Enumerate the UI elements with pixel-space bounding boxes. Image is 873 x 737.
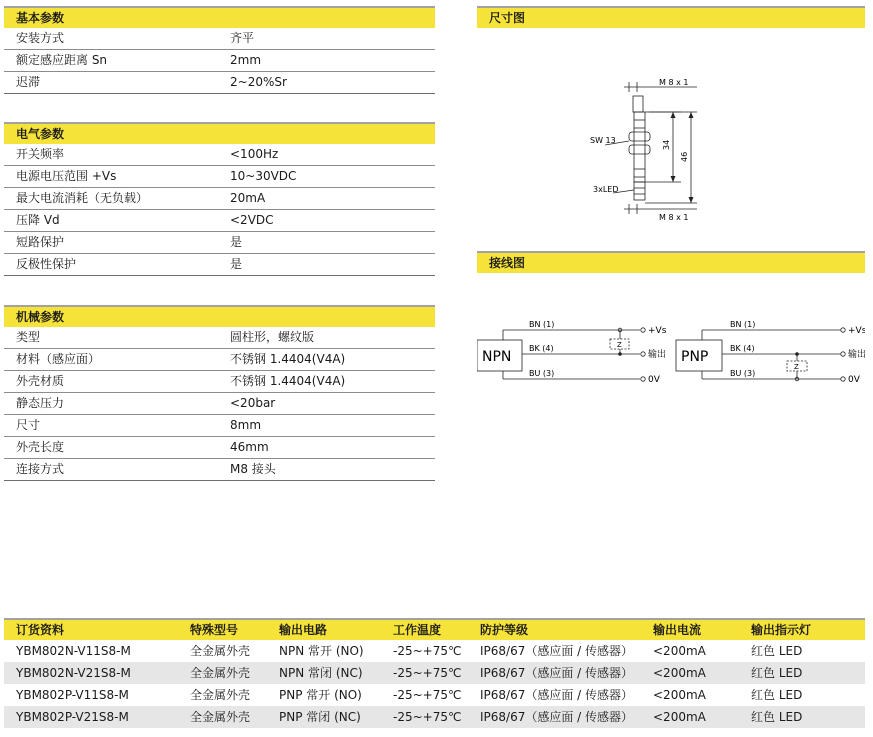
param-row	[4, 166, 435, 188]
param-label: 类型	[16, 330, 41, 344]
table-cell: IP68/67（感应面 / 传感器）	[480, 710, 634, 724]
npn-bu-label: BU (3)	[529, 369, 555, 378]
param-label: 额定感应距离 Sn	[16, 53, 108, 67]
table-cell: 全金属外壳	[190, 710, 251, 724]
param-value: <2VDC	[230, 213, 274, 227]
section-title: 机械参数	[4, 305, 435, 327]
table-cell: 全金属外壳	[190, 688, 251, 702]
param-value: 不锈钢 1.4404(V4A)	[230, 374, 346, 388]
pnp-vs-label: +Vs	[848, 326, 865, 336]
param-row	[4, 459, 435, 481]
table-cell: YBM802P-V11S8-M	[16, 688, 129, 702]
param-value: 8mm	[230, 418, 262, 432]
param-row	[4, 349, 435, 371]
param-row	[4, 232, 435, 254]
column-header: 工作温度	[393, 623, 442, 637]
table-cell: <200mA	[653, 688, 706, 702]
param-row	[4, 393, 435, 415]
param-row	[4, 254, 435, 276]
param-label: 外壳材质	[16, 374, 65, 388]
table-cell: NPN 常闭 (NC)	[279, 666, 363, 680]
dimension-drawing-section	[477, 6, 865, 231]
table-cell: IP68/67（感应面 / 传感器）	[480, 688, 634, 702]
param-label: 迟滞	[16, 75, 41, 89]
npn-0v-label: 0V	[648, 375, 660, 383]
param-label: 安装方式	[16, 31, 65, 45]
table-cell: <200mA	[653, 644, 706, 658]
param-row	[4, 50, 435, 72]
param-value: 不锈钢 1.4404(V4A)	[230, 352, 346, 366]
param-value: 46mm	[230, 440, 269, 454]
param-label: 反极性保护	[16, 257, 77, 271]
basic-params-section	[4, 6, 435, 94]
table-row	[4, 662, 865, 684]
sensor-dimension-drawing	[477, 28, 865, 228]
param-value: 圆柱形，螺纹版	[230, 330, 315, 344]
param-row	[4, 72, 435, 94]
thread-bottom-label: M 8 x 1	[659, 213, 689, 222]
pnp-bn-label: BN (1)	[730, 320, 756, 329]
column-header: 输出电路	[279, 623, 328, 637]
table-cell: IP68/67（感应面 / 传感器）	[480, 644, 634, 658]
section-title: 基本参数	[4, 6, 435, 28]
npn-vs-label: +Vs	[648, 326, 667, 336]
param-label: 材料（感应面）	[16, 352, 101, 366]
npn-bk-label: BK (4)	[529, 344, 554, 353]
table-cell: 全金属外壳	[190, 666, 251, 680]
param-row	[4, 327, 435, 349]
table-row	[4, 684, 865, 706]
table-cell: 红色 LED	[751, 710, 803, 724]
param-value: 是	[230, 257, 243, 271]
table-cell: YBM802N-V11S8-M	[16, 644, 131, 658]
param-label: 连接方式	[16, 462, 65, 476]
param-value: 10~30VDC	[230, 169, 297, 183]
param-row	[4, 188, 435, 210]
param-value: 2mm	[230, 53, 262, 67]
table-cell: IP68/67（感应面 / 传感器）	[480, 666, 634, 680]
table-cell: YBM802P-V21S8-M	[16, 710, 129, 724]
pnp-bu-label: BU (3)	[730, 369, 756, 378]
pnp-bk-label: BK (4)	[730, 344, 755, 353]
table-cell: 红色 LED	[751, 644, 803, 658]
pnp-output-label: 输出	[848, 350, 865, 360]
param-label: 外壳长度	[16, 440, 65, 454]
param-row	[4, 210, 435, 232]
table-row	[4, 706, 865, 728]
param-value: 20mA	[230, 191, 266, 205]
param-row	[4, 28, 435, 50]
param-label: 电源电压范围 +Vs	[16, 169, 117, 183]
param-row	[4, 371, 435, 393]
param-value: M8 接头	[230, 462, 276, 476]
param-row	[4, 144, 435, 166]
section-title: 接线图	[477, 251, 865, 273]
table-cell: YBM802N-V21S8-M	[16, 666, 131, 680]
section-title: 尺寸图	[477, 6, 865, 28]
param-value: <20bar	[230, 396, 276, 410]
npn-label: NPN	[482, 349, 512, 365]
param-label: 尺寸	[16, 418, 41, 432]
column-header: 特殊型号	[190, 623, 239, 637]
param-label: 短路保护	[16, 235, 65, 249]
npn-load-label: Z	[617, 341, 622, 349]
table-cell: 红色 LED	[751, 688, 803, 702]
npn-bn-label: BN (1)	[529, 320, 555, 329]
table-cell: -25~+75℃	[393, 666, 462, 680]
param-label: 最大电流消耗（无负载）	[16, 191, 149, 205]
pnp-label: PNP	[681, 349, 709, 365]
total-length-label: 46	[680, 151, 689, 162]
param-label: 开关频率	[16, 147, 65, 161]
param-label: 静态压力	[16, 396, 65, 410]
pnp-load-label: Z	[794, 363, 799, 371]
table-cell: <200mA	[653, 710, 706, 724]
table-cell: <200mA	[653, 666, 706, 680]
wiring-diagrams	[477, 273, 865, 383]
column-header: 订货资料	[16, 623, 65, 637]
table-cell: 全金属外壳	[190, 644, 251, 658]
param-value: 2~20%Sr	[230, 75, 287, 89]
table-cell: -25~+75℃	[393, 710, 462, 724]
table-cell: -25~+75℃	[393, 644, 462, 658]
npn-output-label: 输出	[648, 350, 667, 360]
ordering-table-header	[4, 618, 865, 640]
section-title: 电气参数	[4, 122, 435, 144]
wrench-size-label: SW 13	[590, 136, 616, 145]
param-label: 压降 Vd	[16, 213, 60, 227]
param-value: <100Hz	[230, 147, 279, 161]
param-row	[4, 415, 435, 437]
param-value: 是	[230, 235, 243, 249]
param-value: 齐平	[230, 31, 255, 45]
pnp-0v-label: 0V	[848, 375, 860, 383]
led-label: 3xLED	[593, 185, 619, 194]
thread-top-label: M 8 x 1	[659, 78, 689, 87]
column-header: 输出电流	[653, 623, 702, 637]
table-row	[4, 640, 865, 662]
ordering-table	[4, 618, 865, 728]
wiring-diagram-section	[477, 251, 865, 386]
table-cell: -25~+75℃	[393, 688, 462, 702]
table-cell: PNP 常闭 (NC)	[279, 710, 361, 724]
electrical-params-section	[4, 122, 435, 276]
table-cell: PNP 常开 (NO)	[279, 688, 362, 702]
mechanical-params-section	[4, 305, 435, 481]
param-row	[4, 437, 435, 459]
column-header: 防护等级	[480, 623, 529, 637]
table-cell: NPN 常开 (NO)	[279, 644, 364, 658]
column-header: 输出指示灯	[751, 623, 812, 637]
table-cell: 红色 LED	[751, 666, 803, 680]
inner-length-label: 34	[662, 139, 671, 150]
